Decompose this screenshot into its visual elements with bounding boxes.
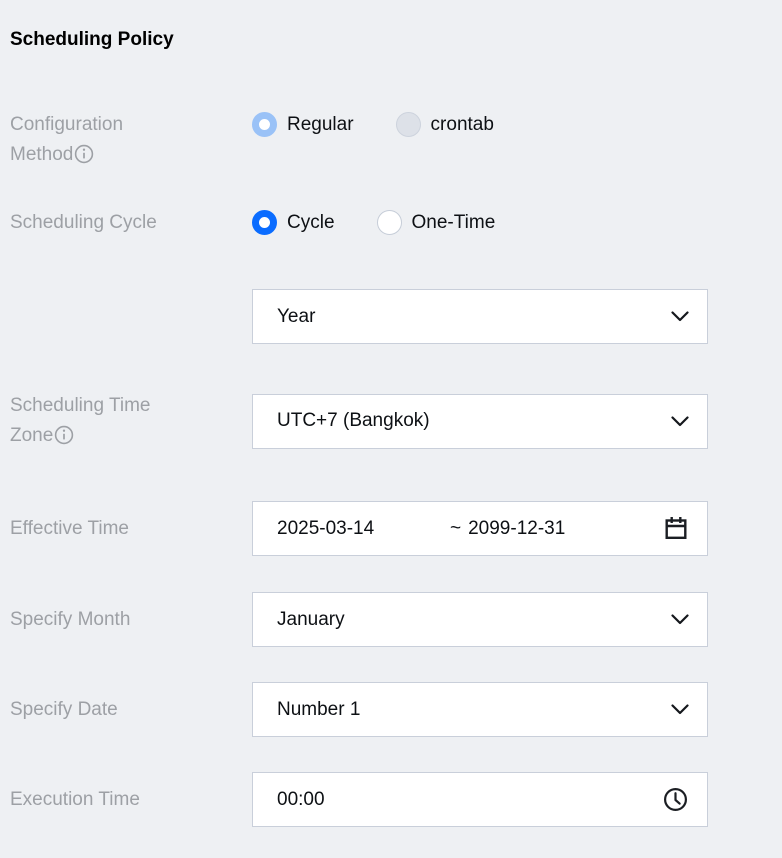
form-row-scheduling-cycle [10, 208, 782, 238]
radio-selected-icon [252, 210, 277, 235]
radio-group-scheduling-cycle [252, 208, 708, 235]
field-label-text: Configuration Method [10, 114, 124, 165]
radio-label: Regular [287, 113, 354, 135]
field-label-specify-date: Specify Date [10, 698, 118, 720]
field-label-specify-month: Specify Month [10, 608, 131, 630]
clock-icon[interactable] [662, 786, 689, 813]
form-row-cycle-unit [10, 289, 782, 344]
effective-time-range-input[interactable] [252, 501, 708, 556]
radio-option-one-time[interactable] [377, 210, 496, 235]
select-value: UTC+7 (Bangkok) [277, 410, 430, 431]
time-value[interactable]: 00:00 [277, 788, 325, 810]
field-label-configuration-method [10, 110, 252, 170]
field-label-execution-time: Execution Time [10, 788, 140, 810]
radio-unselected-icon [377, 210, 402, 235]
chevron-down-icon [671, 311, 689, 322]
page-title: Scheduling Policy [10, 29, 174, 50]
calendar-icon[interactable] [663, 515, 689, 542]
end-date-value[interactable]: 2099-12-31 [468, 517, 566, 539]
form-row-effective-time [10, 501, 782, 556]
time-zone-select[interactable] [252, 394, 708, 449]
field-label-text: Scheduling Time Zone [10, 395, 151, 446]
form-row-time-zone [10, 391, 782, 451]
radio-option-crontab [396, 112, 494, 137]
select-value: January [277, 608, 345, 630]
info-icon[interactable] [73, 144, 94, 165]
info-icon[interactable] [53, 425, 74, 446]
radio-label: Cycle [287, 211, 335, 233]
form-row-execution-time [10, 772, 782, 827]
start-date-value[interactable]: 2025-03-14 [277, 517, 375, 539]
radio-group-configuration-method [252, 110, 708, 137]
field-label-scheduling-cycle: Scheduling Cycle [10, 212, 157, 233]
chevron-down-icon [671, 416, 689, 427]
radio-option-regular [252, 112, 354, 137]
select-value: Year [277, 305, 316, 327]
radio-option-cycle[interactable] [252, 210, 335, 235]
date-range-separator: ~ [450, 517, 462, 539]
specify-date-select[interactable] [252, 682, 708, 737]
radio-unselected-disabled-icon [396, 112, 421, 137]
radio-label: crontab [430, 113, 494, 135]
field-label-effective-time: Effective Time [10, 517, 129, 539]
field-label-time-zone [10, 391, 252, 451]
radio-selected-disabled-icon [252, 112, 277, 137]
execution-time-input[interactable] [252, 772, 708, 827]
specify-month-select[interactable] [252, 592, 708, 647]
cycle-unit-select[interactable] [252, 289, 708, 344]
form-row-specify-date [10, 682, 782, 737]
select-value: Number 1 [277, 698, 361, 720]
radio-label: One-Time [411, 211, 496, 233]
form-row-specify-month [10, 592, 782, 647]
form-row-configuration-method [10, 110, 782, 170]
chevron-down-icon [671, 704, 689, 715]
chevron-down-icon [671, 614, 689, 625]
